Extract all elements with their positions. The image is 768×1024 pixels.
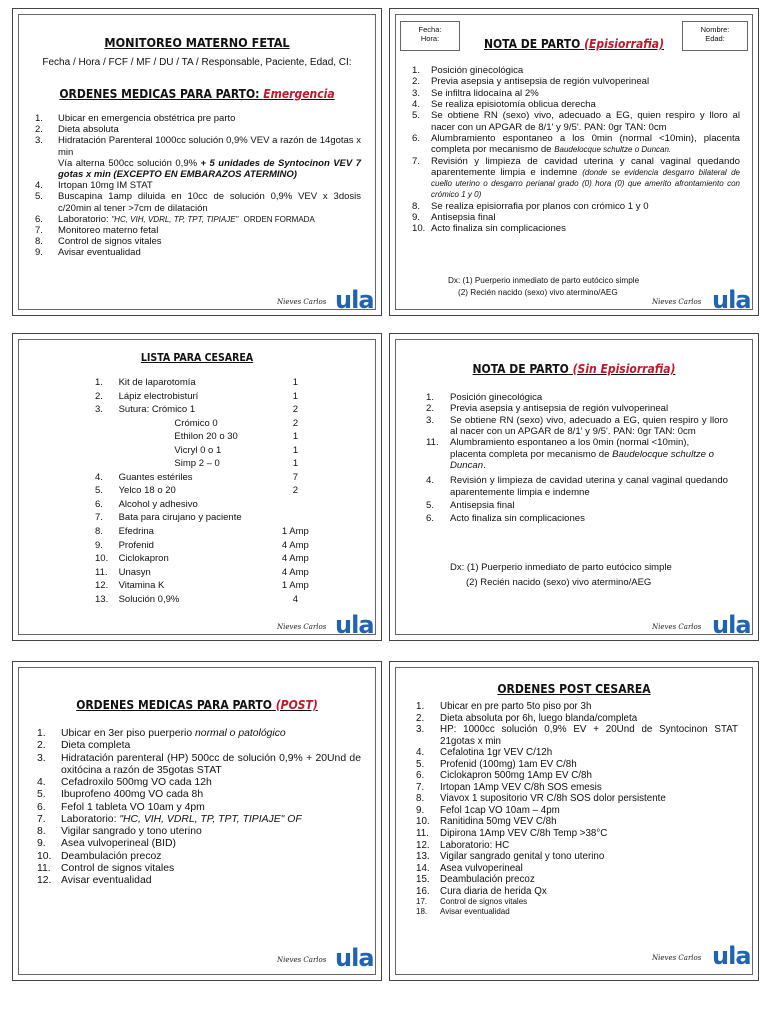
list-item: 10. Acto finaliza sin complicaciones — [412, 223, 566, 235]
diagnosis-2: (2) Recién nacido (sexo) vivo atermino/AEG — [466, 577, 652, 588]
card-monitoreo-emergencia — [12, 8, 382, 316]
nombre-edad-box: Nombre: Edad: — [682, 21, 748, 51]
signature: Nieves Carlos — [277, 623, 327, 631]
list-item: Simp 2 – 0 1 — [174, 458, 299, 470]
list-item: 6. Fefol 1 tableta VO 10am y 4pm — [37, 801, 205, 813]
card-nota-parto-sin-episiorrafia — [389, 333, 759, 641]
list-item: 16. Cura diaria de herida Qx — [416, 885, 547, 897]
list-item: 5. Yelco 18 o 20 2 — [95, 485, 298, 497]
card-inner-border — [18, 14, 376, 314]
list-item: 5. Ibuprofeno 400mg VO cada 8h — [37, 789, 204, 801]
list-item: 5. Profenid (100mg) 1am EV C/8h — [416, 758, 577, 770]
list-item: 9. Profenid 4 Amp — [95, 539, 309, 551]
list-item: 2. Dieta absoluta — [35, 124, 119, 136]
list-item: 5. Buscapina 1amp diluida en 10cc de solución 0,9% VEV x 3dosis c/20min al tener >7cm de dilatación — [35, 191, 361, 214]
list-item: Crómico 0 2 — [174, 417, 299, 429]
list-item: 7. Monitoreo materno fetal — [35, 225, 159, 237]
list-item: 1. Ubicar en emergencia obstétrica pre parto — [35, 113, 236, 124]
list-item: 6. Alumbramiento espontaneo a los 0min (normal <10min), placenta completa por mecanismo de Baudelocque schultze o Duncan. — [412, 132, 740, 156]
list-item: 11. Control de signos vitales — [37, 862, 175, 874]
list-item: 13. Solución 0,9% 4 — [95, 593, 298, 605]
list-item: 9. Antisepsia final — [412, 212, 496, 224]
list-item: 5. Se obtiene RN (sexo) vivo, adecuado a EG, quien respiro y lloro al nacer con un APGAR de 8/1' y 9/5'. PAN: 0gr TAN: 0cm — [412, 110, 740, 133]
list-item: 8. Control de signos vitales — [35, 236, 162, 248]
list-item: 6. Ciclokapron 500mg 1Amp EV C/8h — [416, 770, 592, 782]
list-item: 9. Fefol 1cap VO 10am – 4pm — [416, 804, 560, 816]
list-item: 4. Se realiza episiotomía oblicua derecha — [412, 98, 596, 110]
subtitle-main: ORDENES MEDICAS PARA PARTO: — [59, 87, 260, 101]
ula-logo: ula — [335, 286, 374, 314]
list-item: 8. Se realiza episiorrafia por planos con crómico 1 y 0 — [412, 200, 649, 212]
list-item: 6. Laboratorio: "HC, VIH, VDRL, TP, TPT, TIPIAJE" ORDEN FORMADA — [35, 213, 315, 225]
ula-logo: ula — [712, 942, 751, 970]
card-title: LISTA PARA CESAREA — [140, 352, 254, 364]
list-item: 9. Avisar eventualidad — [35, 247, 141, 259]
list-item: 12. Vitamina K 1 Amp — [95, 580, 309, 592]
signature: Nieves Carlos — [652, 623, 702, 631]
list-item: 5. Antisepsia final — [426, 499, 515, 511]
card-subline: Fecha / Hora / FCF / MF / DU / TA / Responsable, Paciente, Edad, CI: — [42, 57, 352, 68]
list-item: 15. Deambulación precoz — [416, 874, 535, 886]
card-title: NOTA DE PARTO (Sin Episiorrafia) — [472, 362, 676, 376]
order-list — [416, 701, 738, 916]
card-inner-border — [395, 14, 753, 314]
list-item: 6. Acto finaliza sin complicaciones — [426, 513, 585, 525]
ula-logo: ula — [335, 611, 374, 639]
list-item: 3. HP: 1000cc solución 0,9% EV + 20Und de Syntocinon STAT 21gotas x min — [416, 724, 738, 747]
card-title: NOTA DE PARTO (Episiorrafia) — [483, 37, 665, 51]
list-item: 6. Alcohol y adhesivo — [95, 498, 198, 510]
list-item: 2. Previa asepsia y antisepsia de región vulvoperineal — [426, 403, 669, 415]
list-item: 4. Cefalotina 1gr VEV C/12h — [416, 747, 553, 759]
list-item: 11. Unasyn 4 Amp — [95, 566, 309, 578]
list-item: 1. Posición ginecológica — [426, 392, 543, 403]
list-item: 2. Previa asepsia y antisepsia de región vulvoperineal — [412, 76, 650, 88]
list-item: 17. Control de signos vitales — [416, 897, 528, 907]
list-item: 7. Laboratorio: "HC, VIH, VDRL, TP, TPT, TIPIAJE" OF — [37, 813, 302, 825]
list-item: 3. Hidratación Parenteral 1000cc solución 0,9% VEV a razón de 14gotas x min — [35, 135, 361, 158]
card-ordenes-post-cesarea — [389, 661, 759, 981]
list-item: Ethilon 20 o 30 1 — [174, 431, 299, 443]
list-item: 8. Viavox 1 supositorio VR C/8h SOS dolor persistente — [416, 793, 666, 805]
list-item: Vicryl 0 o 1 1 — [174, 444, 299, 456]
list-item: 4. Revisión y limpieza de cavidad uterina y canal vaginal quedando aparentemente limpia e indemne — [426, 475, 728, 498]
procedure-list — [426, 392, 728, 524]
card-title: ORDENES POST CESAREA — [497, 682, 651, 696]
diagnosis-1: Dx: (1) Puerperio inmediato de parto eutócico simple — [450, 562, 672, 573]
card-inner-border — [18, 339, 376, 639]
list-item: 1. Posición ginecológica — [412, 65, 524, 76]
list-item: 3. Hidratación parenteral (HP) 500cc de solución 0,9% + 20Und de oxitócina a razón de 35gotas STAT — [37, 752, 361, 776]
list-item: 18. Avisar eventualidad — [416, 906, 510, 916]
ula-logo: ula — [335, 944, 374, 972]
card-nota-parto-episiorrafia — [389, 8, 759, 316]
list-item: 1. Ubicar en 3er piso puerperio normal o patológico — [37, 728, 286, 739]
list-item: Vía alterna 500cc solución 0,9% + 5 unidades de Syntocinon VEV 7 gotas x min (EXCEPTO EN EMBARAZOS ATERMINO) — [58, 157, 361, 181]
order-list — [37, 728, 361, 887]
list-item: 3. Se infiltra lidocaína al 2% — [412, 87, 539, 99]
list-item: 9. Asea vulvoperineal (BID) — [37, 838, 176, 850]
card-inner-border — [18, 667, 376, 975]
list-item: 8. Efedrina 1 Amp — [95, 526, 309, 538]
list-item: 4. Guantes estériles 7 — [95, 471, 298, 483]
list-item: 2. Lápiz electrobisturí 1 — [95, 390, 298, 402]
card-title: MONITOREO MATERNO FETAL — [104, 35, 290, 50]
list-item: 8. Vigilar sangrado y tono uterino — [37, 826, 202, 838]
order-list — [35, 113, 361, 259]
diagnosis-1: Dx: (1) Puerperio inmediato de parto eutócico simple — [448, 276, 640, 285]
list-item: 13. Vigilar sangrado genital y tono uterino — [416, 851, 605, 863]
diagnosis-2: (2) Recién nacido (sexo) vivo atermino/AEG — [458, 288, 618, 297]
list-item: 1. Kit de laparotomía 1 — [95, 377, 298, 388]
list-item: 10. Ciclokapron 4 Amp — [95, 553, 309, 565]
procedure-list — [412, 65, 740, 235]
list-item: 7. Bata para cirujano y paciente — [95, 512, 242, 524]
card-lista-cesarea — [12, 333, 382, 641]
list-item: 3. Se obtiene RN (sexo) vivo, adecuado a EG, quien respiro y lloro al nacer con un APGAR de 8/1' y 9/5'. PAN: 0gr TAN: 0cm — [426, 414, 728, 437]
card-subtitle — [19, 87, 375, 101]
list-item: 3. Sutura: Crómico 1 2 — [95, 404, 298, 416]
supply-list — [95, 376, 315, 606]
list-item: 7. Irtopan 1Amp VEV C/8h SOS emesis — [416, 781, 602, 793]
list-item: 4. Cefadroxilo 500mg VO cada 12h — [37, 777, 212, 789]
list-item: 2. Dieta absoluta por 6h, luego blanda/completa — [416, 712, 638, 724]
list-item: 10. Deambulación precoz — [37, 850, 162, 862]
list-item: 12. Laboratorio: HC — [416, 839, 510, 851]
list-item: 14. Asea vulvoperineal — [416, 862, 523, 874]
card-ordenes-post-parto — [12, 661, 382, 981]
ula-logo: ula — [712, 611, 751, 639]
subtitle-emergency: Emergencia — [263, 87, 335, 101]
list-item: 11. Dipirona 1Amp VEV C/8h Temp >38°C — [416, 828, 608, 840]
ula-logo: ula — [712, 286, 751, 314]
card-title: ORDENES MEDICAS PARA PARTO (POST) — [76, 698, 318, 712]
card-inner-border — [395, 339, 753, 639]
list-item: 10. Ranitidina 50mg VEV C/8h — [416, 816, 557, 828]
signature: Nieves Carlos — [277, 956, 327, 964]
list-item: 12. Avisar eventualidad — [37, 875, 152, 887]
list-item: 11. Alumbramiento espontaneo a los 0min (normal <10min), placenta completa por mecanismo de Baudelocque schultze o Duncan. — [426, 437, 714, 471]
signature: Nieves Carlos — [652, 954, 702, 962]
list-item: 2. Dieta completa — [37, 740, 131, 752]
signature: Nieves Carlos — [652, 298, 702, 306]
list-item: 7. Revisión y limpieza de cavidad uterina y canal vaginal quedando aparentemente limpia e indemne (donde se evidencia desgarro bilateral de cuello uterino o desgarro perianal grado (0) hora (0) que amerito afrontamiento con crómico 1 y 0) — [412, 155, 740, 200]
card-inner-border — [395, 667, 753, 975]
signature: Nieves Carlos — [277, 298, 327, 306]
list-item: 4. Irtopan 10mg IM STAT — [35, 180, 153, 192]
list-item: 1. Ubicar en pre parto 5to piso por 3h — [416, 701, 592, 712]
fecha-hora-box: Fecha: Hora: — [400, 21, 460, 51]
